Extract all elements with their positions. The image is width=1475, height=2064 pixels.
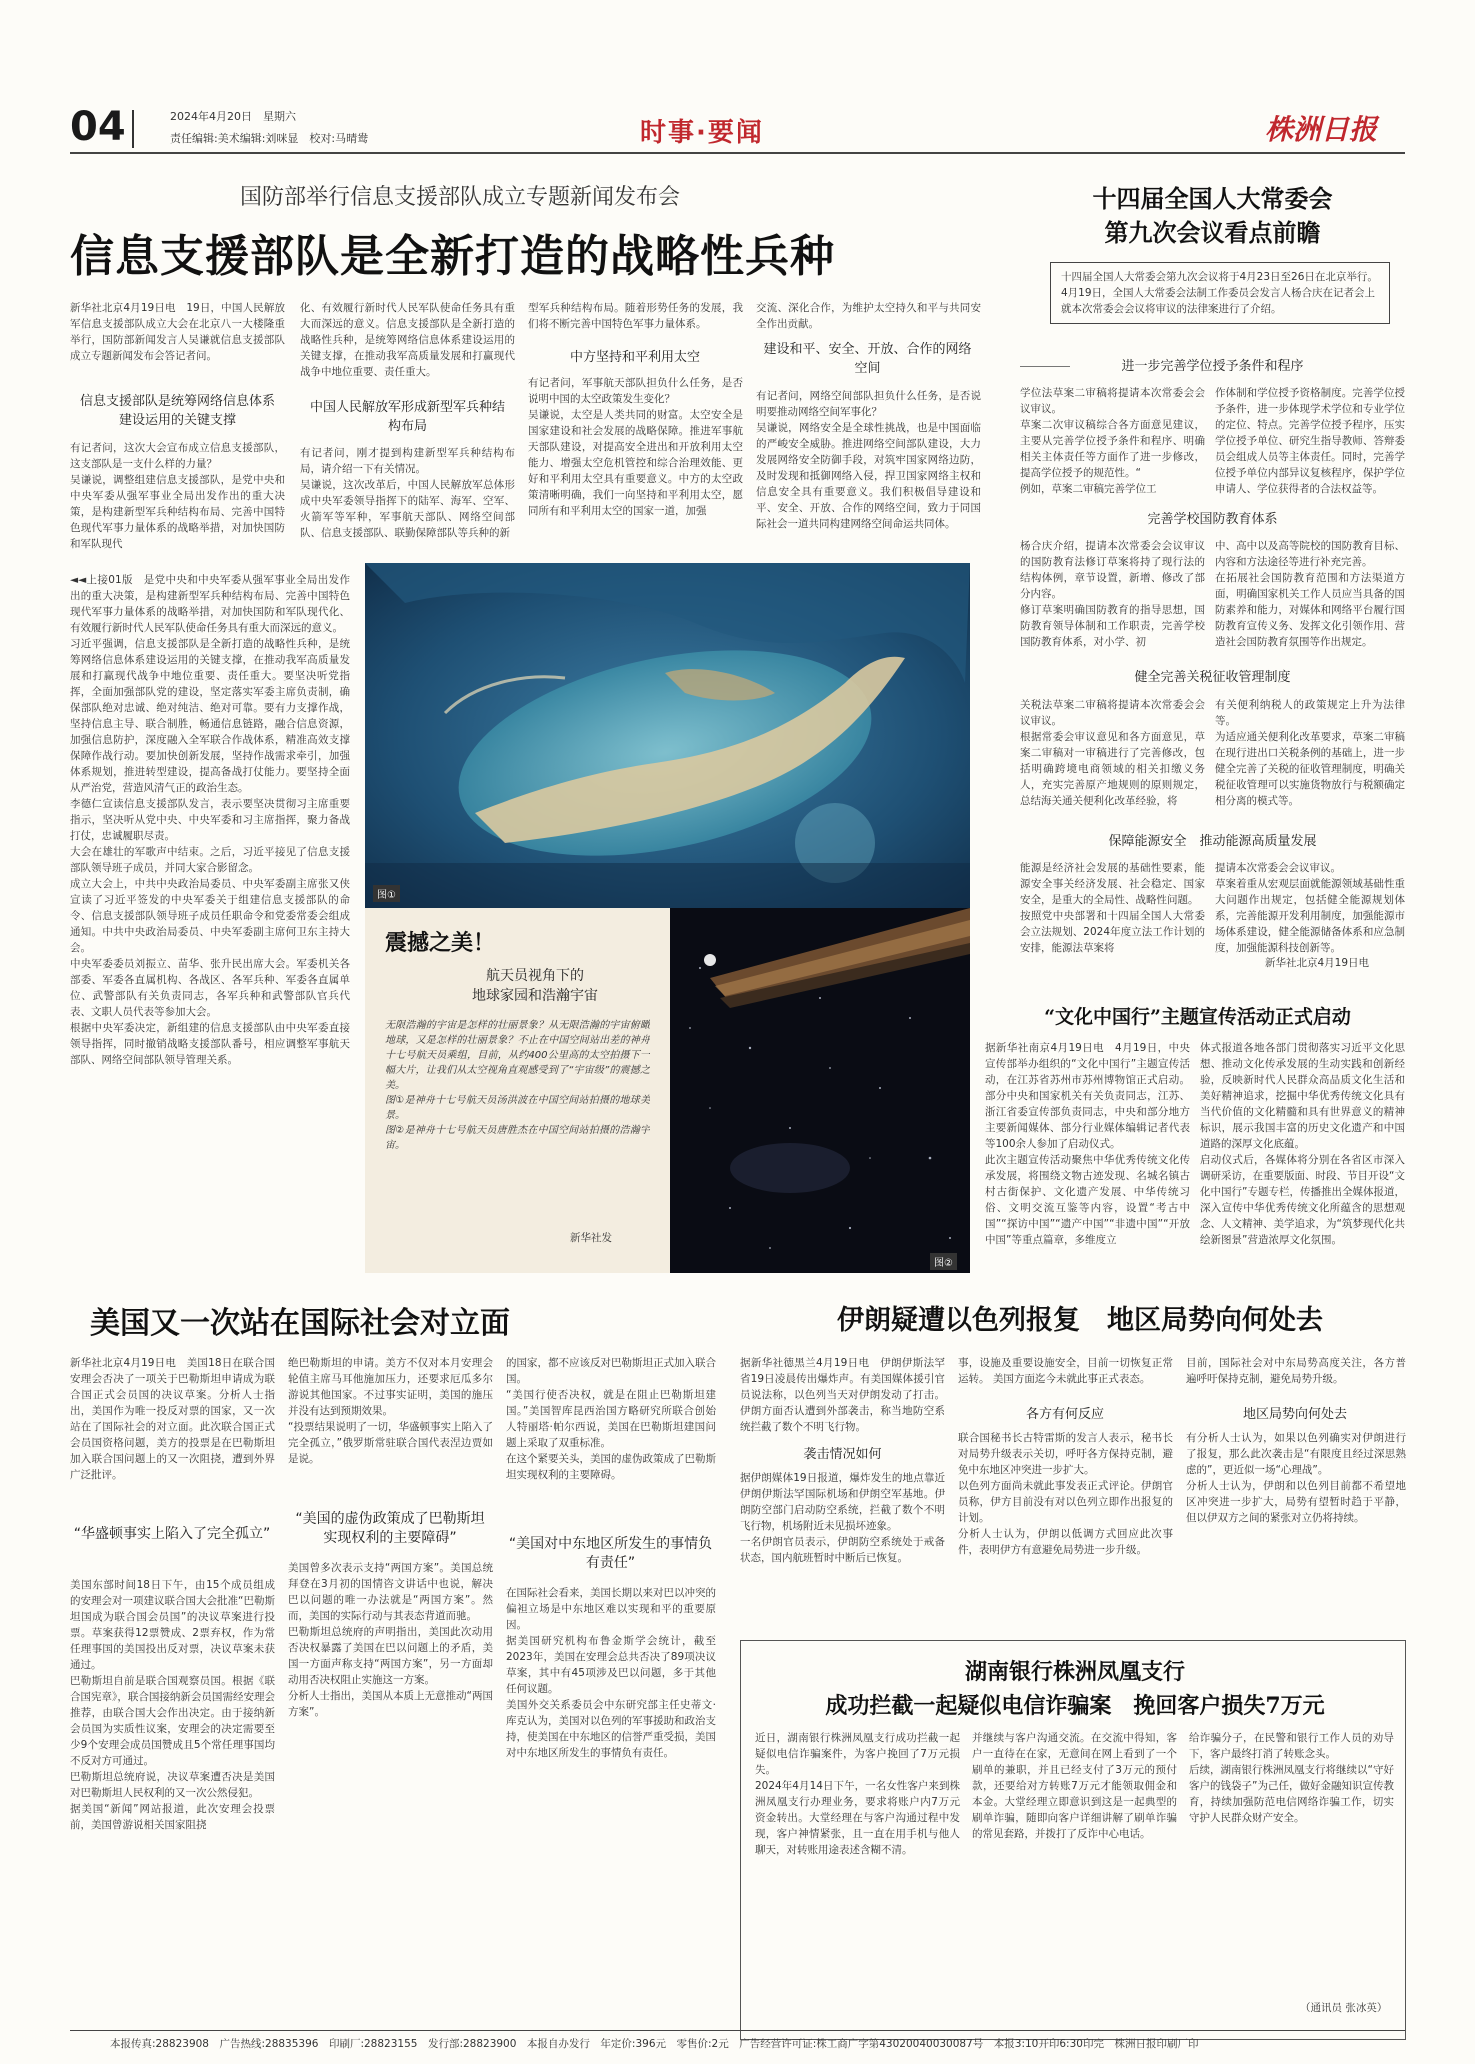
npc-intro-box: 十四届全国人大常委会第九次会议将于4月23日至26日在北京举行。4月19日，全国人大常委会法制工作委员会发言人杨合庆在记者会上就本次常委会会议将审议的法律案进行了介绍。: [1050, 262, 1390, 324]
npc-text-3b: 有关便利纳税人的政策规定上升为法律等。 为适应通关便利化改革要求，草案二审稿在现行进出口关税条例的基础上，进一步健全完善了关税的征收管理制度，明确关税征收管理可以实施货物放行与税额确定相分离的模式等。: [1215, 699, 1405, 807]
earth-photo-image: [365, 563, 970, 908]
npc-text-1b: 作体制和学位授予资格制度。完善学位授予条件，进一步体现学术学位和专业学位的定位、特点。完善学位授予程序，压实学位授予单位、研究生指导教师、答辩委员会组成人员等主体责任。同时，完善学位授予单位内部异议复核程序，保护学位申请人、学位获得者的合法权益等。: [1215, 387, 1405, 495]
npc-subhead-2: 完善学校国防教育体系: [1147, 512, 1278, 527]
bank-headline-line-1: 湖南银行株洲凤凰支行: [964, 1659, 1185, 1685]
npc-subhead-3: 健全完善关税征收管理制度: [1134, 670, 1291, 685]
us-column-2: 绝巴勒斯坦的申请。美方不仅对本月安理会轮值主席马耳他施加压力，还要求厄瓜多尔游说其他国家。不过事实证明，美国的施压并没有达到预期效果。 “投票结果说明了一切，华盛顿事实上陷入了完全孤立，”俄罗斯常驻联合国代表涅边贾如是说。: [288, 1357, 493, 1465]
editor-credits: 责任编辑:美术编辑:刘咪显 校对:马晴鸯: [170, 132, 369, 145]
us-subhead-3: “美国对中东地区所发生的事情负有责任”: [508, 1536, 713, 1571]
bank-column-3: 给诈骗分子，在民警和银行工作人员的劝导下，客户最终打消了转账念头。 后续，湖南银行株洲凤凰支行将继续以“守好客户的钱袋子”为己任，做好金融知识宣传教育，持续加强防范电信网络诈骗工作，切实守护人民群众财产安全。: [1189, 1732, 1394, 1824]
bank-headline-line-2: 成功拦截一起疑似电信诈骗案 挽回客户损失7万元: [825, 1693, 1325, 1719]
photo-label-1: 图①: [373, 885, 400, 902]
npc-text-1a: 学位法草案二审稿将提请本次常委会会议审议。 草案二次审议稿综合各方面意见建议，主要从完善学位授予条件和程序、明确相关主体责任等方面作了进一步修改，提高学位授予的规范性。“ 例如，草案二审稿完善学位工: [1020, 387, 1205, 495]
npc-text-2a: 杨合庆介绍，提请本次常委会会议审议的国防教育法修订草案将持了现行法的结构体例，章节设置，新增、修改了部分内容。 修订草案明确国防教育的指导思想，国防教育领导体制和工作职责，完善学校国防教育体系，对小学、初: [1020, 540, 1205, 648]
lead-column-4: 交流、深化合作，为维护太空持久和平与共同安全作出贡献。: [756, 302, 981, 330]
lead-continuation: ◄◄上接01版 是党中央和中央军委从强军事业全局出发作出的重大决策，是构建新型军兵种结构布局、完善中国特色现代军事力量体系的战略举措，对加快国防和军队现代化、有效履行新时代人民军队使命任务具有重大而深远的意义。 习近平强调，信息支援部队是全新打造的战略性兵种，是统筹网络信息体系建设运用的关键支撑，在推动我军高质量发展和打赢现代战争中地位重要、责任重大。要坚决听党指挥，全面加强部队党的建设，坚定落实军委主席负责制，确保部队绝对忠诚、绝对纯洁、绝对可靠。要有力支撑作战，坚持信息主导、联合制胜，畅通信息链路，融合信息资源，加强信息防护，深度融入全军联合作战体系，精准高效支撑保障作战行动。要加快创新发展，坚持作战需求牵引，加强体系规划，推进转型建设，提高备战打仗能力。要坚持全面从严治党，营造风清气正的政治生态。 李德仁宣读信息支援部队发言，表示要坚决贯彻习主席重要指示，坚决听从党中央、中央军委和习主席指挥，聚力备战打仗，忠诚履职尽责。 大会在雄壮的军歌声中结束。之后，习近平接见了信息支援部队领导班子成员，并同大家合影留念。 成立大会上，中共中央政治局委员、中央军委副主席张又侠宣读了习近平签发的中央军委关于组建信息支援部队的命令、信息支援部队领导班子成员任职命令和党委常委会组成通知。中共中央政治局委员、中央军委副主席何卫东主持大会。 中央军委委员刘振立、苗华、张升民出席大会。军委机关各部委、军委各直属机构、各战区、各军兵种、军委各直属单位、武警部队有关负责同志，各军兵种和武警部队官兵代表、文职人员代表等参加大会。 根据中央军委决定，新组建的信息支援部队由中央军委直接领导指挥，同时撤销战略支援部队番号，相应调整军事航天部队、网络空间部队领导管理关系。: [70, 574, 350, 1066]
npc-headline-line-1: 十四届全国人大常委会: [1092, 184, 1333, 213]
lead-column-4b: 有记者问，网络空间部队担负什么任务，是否说明要推动网络空间军事化？ 吴谦说，网络安全是全球性挑战，也是中国面临的严峻安全威胁。推进网络空间部队建设，大力发展网络安全防御手段，对筑牢国家网络边防，及时发现和抵御网络入侵，捍卫国家网络主权和信息安全具有重要意义。我们积极倡导建设和平、安全、开放、合作的网络空间，致力于同国际社会一道共同构建网络空间命运共同体。: [756, 390, 981, 530]
photo-subtitle: [425, 966, 645, 1006]
photo-caption-box: [365, 908, 670, 1273]
photo-label-2: 图②: [930, 1253, 957, 1270]
npc-text-4a: 能源是经济社会发展的基础性要素，能源安全事关经济发展、社会稳定、国家安全，是重大的全局性、战略性问题。 按照党中央部署和十四届全国人大常委会立法规划、2024年度立法工作计划的安排，能源法草案将: [1020, 862, 1205, 954]
newspaper-masthead: 株洲日报: [1265, 113, 1378, 146]
photo-subtitle-line-2: 地球家园和浩瀚宇宙: [472, 988, 598, 1004]
lead-column-3b: 有记者问，军事航天部队担负什么任务，是否说明中国的太空政策发生变化？ 吴谦说，太空是人类共同的财富。太空安全是国家建设和社会发展的战略保障。推进军事航天部队建设，对提高安全进出和开放利用太空能力、增强太空危机管控和综合治理效能、更好和平利用太空具有重要意义。中方的太空政策清晰明确，我们一向坚持和平利用太空，愿同所有和平利用太空的国家一道，加强: [528, 377, 743, 517]
npc-subhead-1: 进一步完善学位授予条件和程序: [1121, 359, 1304, 374]
photo-caption: 无限浩瀚的宇宙是怎样的壮丽景象？从无限浩瀚的宇宙俯瞰地球，又是怎样的壮丽景象？不止在中国空间站出差的神舟十七号航天员乘组，目前，从约400公里高的太空拍摄下一幅大片，让我们从太空视角直观感受到了“宇宙级”的震撼之美。 图①是神舟十七号航天员汤洪波在中国空间站拍摄的地球美景。 图②是神舟十七号航天员唐胜杰在中国空间站拍摄的浩瀚宇宙。: [385, 1020, 650, 1151]
us-column-3b: 在国际社会看来，美国长期以来对巴以冲突的偏袒立场是中东地区难以实现和平的重要原因。 据美国研究机构布鲁金斯学会统计，截至2023年，美国在安理会总共否决了89项决议草案，其中有45项涉及巴以问题，多于其他任何议题。 美国外交关系委员会中东研究部主任史蒂文·库克认为，美国对以色列的军事援助和政治支持，使美国在中东地区的信誉严重受损，美国对中东地区所发生的事情负有责任。: [506, 1587, 716, 1759]
culture-column-1: 据新华社南京4月19日电 4月19日，中央宣传部举办组织的“文化中国行”主题宣传活动，在江苏省苏州市苏州博物馆正式启动。部分中央和国家机关有关负责同志，江苏、浙江省委宣传部负责同志，中央和部分地方主要新闻媒体、部分行业媒体编辑记者代表等100余人参加了启动仪式。 此次主题宣传活动聚焦中华优秀传统文化传承发展，将围绕文物古迹发现、名城名镇古村古街保护、文化遗产发展、中华传统习俗、文明交流互鉴等内容，设置“考古中国”“探访中国”“遗产中国”“非遗中国”“开放中国”等重点篇章，多维度立: [985, 1042, 1190, 1246]
iran-column-1: 据新华社德黑兰4月19日电 伊朗伊斯法罕省19日凌晨传出爆炸声。有美国媒体援引官员说法称，以色列当天对伊朗发动了打击。伊朗方面否认遭到外部袭击，称当地防空系统拦截了数个不明飞行物。: [740, 1357, 945, 1433]
photo-title: 震撼之美！: [385, 930, 496, 956]
npc-headline-line-2: 第九次会议看点前瞻: [1104, 218, 1321, 247]
npc-dateline: 新华社北京4月19日电: [1265, 957, 1370, 969]
issue-date: 2024年4月20日 星期六: [170, 110, 296, 123]
lead-column-1b: 有记者问，这次大会宣布成立信息支援部队，这支部队是一支什么样的力量？ 吴谦说，调整组建信息支援部队，是党中央和中央军委从强军事业全局出发作出的重大决策，是构建新型军兵种结构布局、完善中国特色现代军事力量体系的战略举措，对加快国防和军队现代: [70, 442, 285, 550]
npc-headline: [1020, 182, 1405, 250]
lead-column-2: 化、有效履行新时代人民军队使命任务具有重大而深远的意义。信息支援部队是全新打造的战略性兵种，是统筹网络信息体系建设运用的关键支撑，在推动我军高质量发展和打赢现代战争中地位重要、责任重大。: [300, 302, 515, 378]
iran-column-2b: 联合国秘书长古特雷斯的发言人表示，秘书长对局势升级表示关切，呼吁各方保持克制，避免中东地区冲突进一步扩大。 以色列方面尚未就此事发表正式评论。伊朗官员称，伊方目前没有对以色列立即作出报复的计划。 分析人士认为，伊朗以低调方式回应此次事件，表明伊方有意避免局势进一步升级。: [958, 1432, 1173, 1556]
page-number: 04: [70, 104, 126, 150]
us-headline: 美国又一次站在国际社会对立面: [90, 1306, 510, 1341]
bank-column-2: 并继续与客户沟通交流。在交流中得知，客户一直待在在家，无意间在网上看到了一个刷单的兼职，并且已经支付了3万元的预付款，还要给对方转账7万元才能领取佣金和本金。大堂经理立即意识到这是一起典型的刷单诈骗，随即向客户详细讲解了刷单诈骗的常见套路，并拨打了反诈中心电话。: [972, 1732, 1177, 1840]
bank-headline: [745, 1655, 1405, 1723]
space-photo-image: [670, 908, 970, 1273]
lead-subhead-3: 中方坚持和平利用太空: [569, 350, 700, 365]
iran-subhead-3: 地区局势向何处去: [1242, 1407, 1347, 1422]
lead-column-2b: 有记者问，刚才提到构建新型军兵种结构布局，请介绍一下有关情况。 吴谦说，这次改革后，中国人民解放军总体形成中央军委领导指挥下的陆军、海军、空军、火箭军等军种，军事航天部队、网络空间部队、信息支援部队、联勤保障部队等兵种的新: [300, 447, 515, 539]
iran-headline: 伊朗疑遭以色列报复 地区局势向何处去: [837, 1305, 1323, 1336]
us-column-1: 新华社北京4月19日电 美国18日在联合国安理会否决了一项关于巴勒斯坦申请成为联合国正式会员国的决议草案。分析人士指出，美国作为唯一投反对票的国家，又一次站在了国际社会的对立面。此次联合国正式会员国资格问题，美方的投票是在巴勒斯坦加入联合国问题上的又一次阻挠，遭到外界广泛批评。: [70, 1357, 275, 1481]
lead-subhead-1: 信息支援部队是统筹网络信息体系建设运用的关键支撑: [80, 394, 276, 428]
lead-headline: 信息支援部队是全新打造的战略性兵种: [70, 231, 835, 282]
lead-column-1: 新华社北京4月19日电 19日，中国人民解放军信息支援部队成立大会在北京八一大楼隆重举行，国防部新闻发言人吴谦就信息支援部队成立专题新闻发布会答记者问。: [70, 302, 285, 362]
us-subhead-1: “华盛顿事实上陷入了完全孤立”: [73, 1526, 271, 1542]
us-subhead-2: “美国的虚伪政策成了巴勒斯坦实现权利的主要障碍”: [295, 1511, 485, 1546]
iran-subhead-2: 各方有何反应: [1025, 1407, 1104, 1422]
culture-column-2: 体式报道各地各部门贯彻落实习近平文化思想、推动文化传承发展的生动实践和创新经验，反映新时代人民群众高品质文化生活和美好精神追求，挖掘中华优秀传统文化具有当代价值的文化精髓和具有世界意义的精神标识，展示我国丰富的历史文化遗产和中国道路的深厚文化底蕴。 启动仪式后，各媒体将分别在各省区市深入调研采访，在重要版面、时段、节目开设“文化中国行”专题专栏，传播推出全媒体报道，深入宣传中华优秀传统文化所蕴含的思想观念、人文精神、美学追求，为“筑梦现代化共绘新图景”营造浓厚文化氛围。: [1200, 1042, 1405, 1246]
bank-credit: （通讯员 张冰英）: [1300, 2002, 1388, 2014]
earth-photo: [365, 563, 970, 908]
lead-column-3: 型军兵种结构布局。随着形势任务的发展，我们将不断完善中国特色军事力量体系。: [528, 302, 743, 330]
us-column-2b: 美国曾多次表示支持“两国方案”。美国总统拜登在3月初的国情咨文讲话中也说，解决巴以问题的唯一办法就是“两国方案”。然而，美国的实际行动与其表态背道而驰。 巴勒斯坦总统府的声明指出，美国此次动用否决权暴露了美国在巴以问题上的矛盾，美国一方面声称支持“两国方案”，另一方面却动用否决权阻止实施这一方案。 分析人士指出，美国从本质上无意推动“两国方案”。: [288, 1562, 493, 1718]
lead-subhead-2: 中国人民解放军形成新型军兵种结构布局: [309, 400, 505, 434]
divider: [1020, 366, 1070, 367]
iran-column-2: 事，设施及重要设施安全，目前一切恢复正常运转。 美国方面迄今未就此事正式表态。: [958, 1357, 1173, 1385]
header-rule: [70, 152, 1405, 154]
npc-text-3a: 关税法草案二审稿将提请本次常委会会议审议。 根据常委会审议意见和各方面意见，草案二审稿对一审稿进行了完善修改，包括明确跨境电商领域的相关扣缴义务人，充实完善原产地规则的原则规定，总结海关通关便利化改革经验，将: [1020, 699, 1205, 807]
page-number-divider: [132, 110, 134, 148]
footer-info: 本报传真:28823908 广告热线:28835396 印刷厂:28823155 发行部:28823900 本报自办发行 年定价:396元 零售价:2元 广告经营许可证:株工商广字第43020040030087号 本报3:10开印6:30印完 株洲日报印刷厂印: [110, 2038, 1199, 2050]
us-column-1b: 美国东部时间18日下午，由15个成员组成的安理会对一项建议联合国大会批准“巴勒斯坦国成为联合国会员国”的决议草案进行投票。草案获得12票赞成、2票弃权，作为常任理事国的美国投出反对票，决议草案未获通过。 巴勒斯坦自前是联合国观察员国。根据《联合国宪章》，联合国接纳新会员国需经安理会推荐，由联合国大会作出决定。由于接纳新会员国为实质性议案，安理会的决定需要至少9个安理会成员国赞成且5个常任理事国均不反对方可通过。 巴勒斯坦总统府说，决议草案遭否决是美国对巴勒斯坦人民权利的又一次公然侵犯。 据美国“新闻”网站报道，此次安理会投票前，美国曾游说相关国家阻挠: [70, 1579, 275, 1831]
section-title: 时事·要闻: [640, 118, 764, 148]
iran-subhead-1: 袭击情况如何: [803, 1447, 882, 1462]
npc-text-2b: 中、高中以及高等院校的国防教育目标、内容和方法途径等进行补充完善。 在拓展社会国防教育范围和方法渠道方面，明确国家机关工作人员应当具备的国防素养和能力，对媒体和网络平台履行国防教育宣传义务、发挥文化引领作用、营造社会国防教育氛围等作出规定。: [1215, 540, 1405, 648]
iran-column-3b: 有分析人士认为，如果以色列确实对伊朗进行了报复，那么此次袭击是“有限度且经过深思熟虑的”，更近似一场“心理战”。 分析人士认为，伊朗和以色列目前都不希望地区冲突进一步扩大，局势有望暂时趋于平静，但以伊双方之间的紧张对立仍将持续。: [1186, 1432, 1406, 1524]
bank-column-1: 近日，湖南银行株洲凤凰支行成功拦截一起疑似电信诈骗案件，为客户挽回了7万元损失。 2024年4月14日下午，一名女性客户来到株洲凤凰支行办理业务，要求将账户内7万元资金转出。大堂经理在与客户沟通过程中发现，客户神情紧张，且一直在用手机与他人聊天，对转账用途表述含糊不清。: [755, 1732, 960, 1856]
space-photo: [670, 908, 970, 1273]
npc-text-4b: 提请本次常委会会议审议。 草案着重从宏观层面就能源领域基础性重大问题作出规定，包括健全能源规划体系，完善能源开发利用制度，加强能源市场体系建设，健全能源储备体系和应急制度，加强能源科技创新等。: [1215, 862, 1405, 954]
lead-kicker: 国防部举行信息支援部队成立专题新闻发布会: [240, 185, 681, 210]
lead-subhead-4: 建设和平、安全、开放、合作的网络空间: [763, 342, 972, 376]
culture-headline: “文化中国行”主题宣传活动正式启动: [1044, 1006, 1351, 1028]
npc-subhead-4: 保障能源安全 推动能源高质量发展: [1108, 834, 1317, 849]
us-column-3: 的国家，都不应该反对巴勒斯坦正式加入联合国。 “美国行使否决权，就是在阻止巴勒斯坦建国。”美国智库昆西治国方略研究所联合创始人特丽塔·帕尔西说，美国在巴勒斯坦建国问题上采取了双重标准。 在这个紧要关头，美国的虚伪政策成了巴勒斯坦实现权利的主要障碍。: [506, 1357, 716, 1481]
photo-credit: 新华社发: [570, 1232, 612, 1244]
photo-subtitle-line-1: 航天员视角下的: [486, 968, 584, 984]
iran-column-3: 目前，国际社会对中东局势高度关注，各方普遍呼吁保持克制，避免局势升级。: [1186, 1357, 1406, 1385]
iran-column-1b: 据伊朗媒体19日报道，爆炸发生的地点靠近伊朗伊斯法罕国际机场和伊朗空军基地。伊朗防空部门启动防空系统，拦截了数个不明飞行物，机场附近未见损坏迹象。 一名伊朗官员表示，伊朗防空系统处于戒备状态，国内航班暂时中断后已恢复。: [740, 1472, 945, 1564]
footer-rule: [70, 2030, 1405, 2031]
